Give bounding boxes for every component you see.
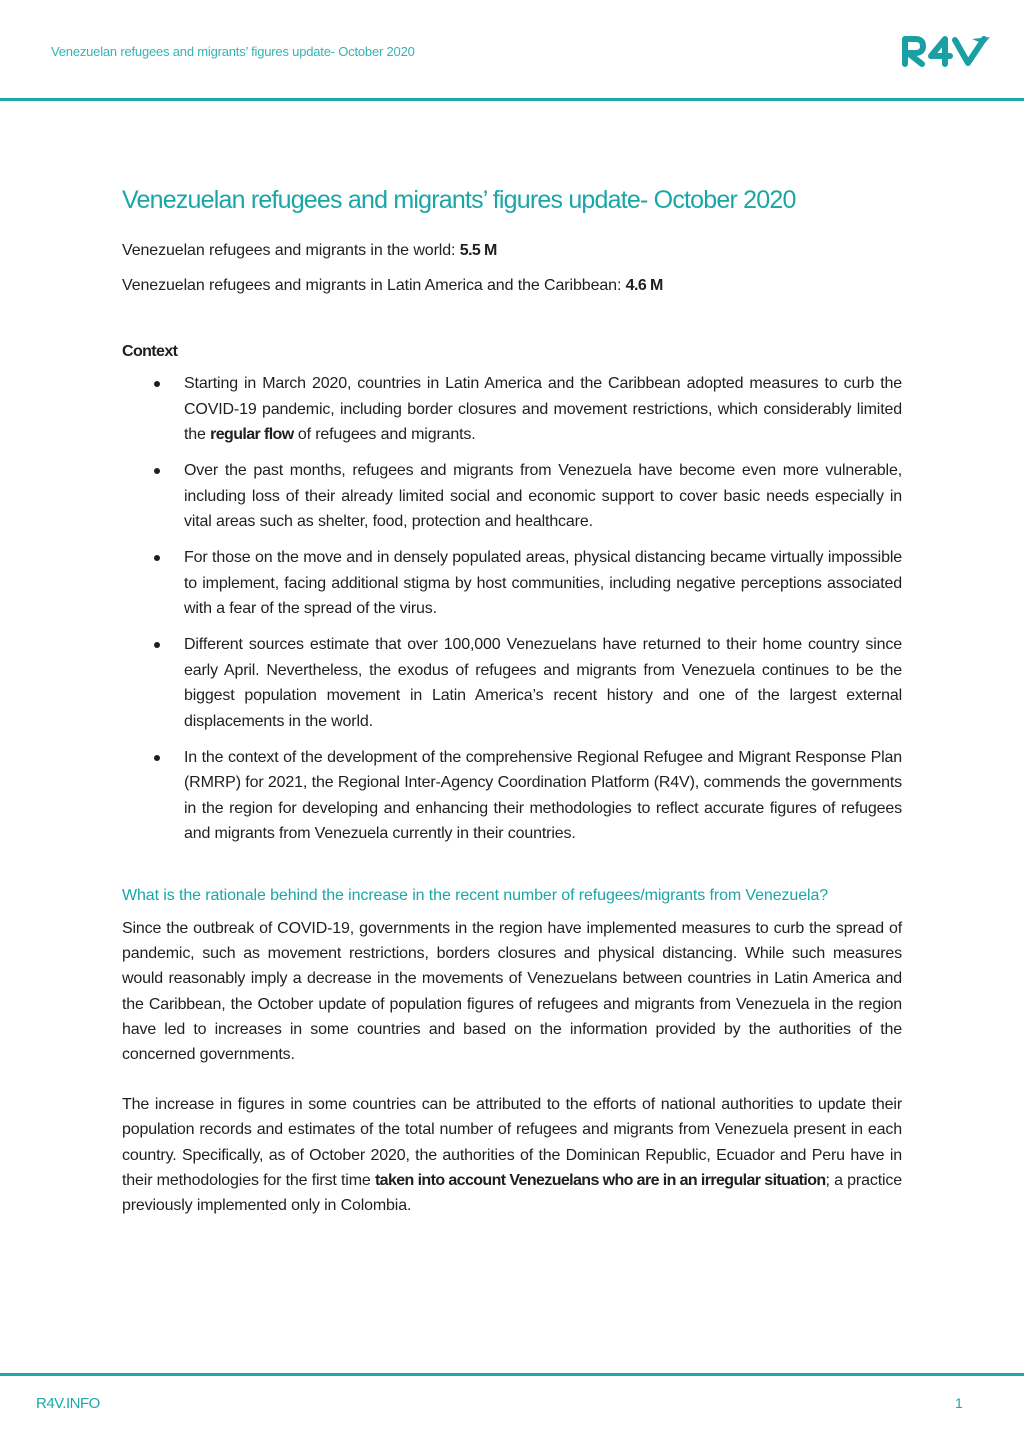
document-body — [122, 183, 902, 1243]
list-item — [122, 371, 902, 448]
bullet-text: Over the past months, refugees and migrants from Venezuela have become even more vulnerable, including loss of their already limited social and economic support to cover basic needs especially in vital areas such as shelter, food, protection and healthcare. — [184, 462, 902, 530]
stat-world-value: 5.5 M — [459, 242, 497, 259]
bullet-text-end: of refugees and migrants. — [293, 426, 476, 443]
list-item — [122, 545, 902, 622]
context-heading: Context — [122, 343, 178, 360]
bullet-icon — [154, 555, 160, 561]
footer-divider — [0, 1373, 1024, 1376]
bullet-icon — [154, 381, 160, 387]
header-divider — [0, 98, 1024, 101]
r4v-logo — [900, 34, 992, 68]
stat-latam-value: 4.6 M — [625, 277, 663, 294]
list-item — [122, 745, 902, 847]
footer-site-link[interactable]: R4V.INFO — [36, 1395, 100, 1412]
stat-latam-label: Venezuelan refugees and migrants in Latin America and the Caribbean: — [122, 277, 622, 294]
context-list — [122, 371, 902, 847]
paragraph-2-text: The increase in figures in some countries can be attributed to the efforts of national authorities to update their population records and estimates of the total number of refugees and migrants from Venezuela present in each country. Specifically, as of October 2020, the authorities of the Dominican Republic, Ecuador and Peru have in their methodologies for the first time — [122, 1096, 902, 1189]
bullet-text: Different sources estimate that over 100,000 Venezuelans have returned to their home country since early April. Nevertheless, the exodus of refugees and migrants from Venezuela continues to be the biggest population movement in Latin America’s recent history and one of the largest external displacements in the world. — [184, 636, 902, 730]
stat-latam — [122, 274, 902, 298]
page-number: 1 — [955, 1395, 963, 1411]
paragraph-2-text-end: ; a practice previously implemented only in Colombia. — [122, 1171, 903, 1215]
stat-world-label: Venezuelan refugees and migrants in the world: — [122, 242, 456, 259]
header-title: Venezuelan refugees and migrants’ figures update- October 2020 — [51, 44, 415, 59]
bullet-text: Starting in March 2020, countries in Latin America and the Caribbean adopted measures to curb the COVID-19 pandemic, including border closures and movement restrictions, which considerably limited the — [184, 375, 902, 443]
list-item — [122, 632, 902, 734]
section-question-heading: What is the rationale behind the increase in the recent number of refugees/migrants from Venezuela? — [122, 886, 829, 904]
stat-world — [122, 239, 902, 263]
bullet-icon — [154, 468, 160, 474]
paragraph-1: Since the outbreak of COVID-19, governments in the region have implemented measures to curb the spread of pandemic, such as movement restrictions, borders closures and physical distancing. While such measures would reasonably imply a decrease in the movements of Venezuelans between countries in Latin America and the Caribbean, the October update of population figures of refugees and migrants from Venezuela in the region have led to increases in some countries and based on the information provided by the authorities of the concerned governments. — [122, 920, 902, 1064]
bullet-bold-text: regular flow — [210, 426, 294, 443]
bullet-text: In the context of the development of the comprehensive Regional Refugee and Migrant Response Plan (RMRP) for 2021, the Regional Inter-Agency Coordination Platform (R4V), commends the governments in the region for developing and enhancing their methodologies to reflect accurate figures of refugees and migrants from Venezuela currently in their countries. — [184, 748, 902, 842]
paragraph-2-bold: taken into account Venezuelans who are in an irregular situation — [374, 1171, 826, 1189]
bullet-icon — [154, 755, 160, 761]
bullet-text: For those on the move and in densely populated areas, physical distancing became virtually impossible to implement, facing additional stigma by host communities, including negative perceptions associated with a fear of the spread of the virus. — [184, 549, 902, 617]
bullet-icon — [154, 642, 160, 648]
page-title: Venezuelan refugees and migrants’ figures update- October 2020 — [122, 186, 796, 214]
list-item — [122, 458, 902, 535]
paragraph-2 — [122, 1092, 902, 1218]
